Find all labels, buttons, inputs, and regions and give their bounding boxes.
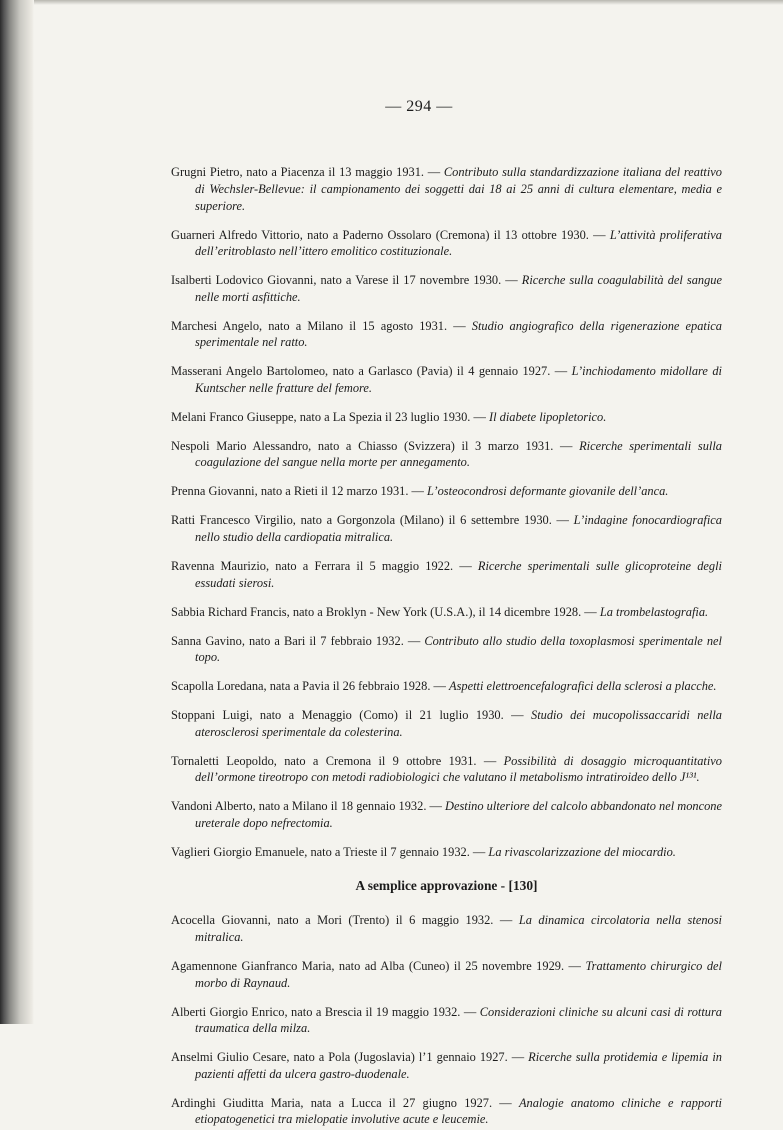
entry-title: Considerazioni cliniche su alcuni casi di rottura traumatica della milza. [195,1004,723,1036]
entry-author: Ratti Francesco Virgilio, nato a Gorgonzola (Milano) il 6 settembre 1930. — [171,513,569,528]
entry-title: La trombelastografia. [599,604,709,619]
entry-title: Studio dei mucopolissaccaridi nella aterosclerosi sperimentale da colesterina. [195,708,722,739]
entry-title: Ricerche sperimentali sulla coagulazione del sangue nella morte per annegamento. [195,438,722,470]
book-spine-shadow [0,0,34,1024]
entry-author: Ravenna Maurizio, nato a Ferrara il 5 maggio 1922. — [171,559,472,573]
thesis-entry [171,707,722,740]
page-number: — 294 — [385,98,453,115]
entry-author: Melani Franco Giuseppe, nato a La Spezia il 23 luglio 1930. — [171,409,486,424]
entry-title: Contributo allo studio della toxoplasmosi sperimentale nel topo. [195,633,722,665]
entry-title: Ricerche sperimentali sulle glicoproteine degli essudati sierosi. [195,559,722,590]
entry-author: Stoppani Luigi, nato a Menaggio (Como) il 21 luglio 1930. — [171,708,524,723]
entry-title: Analogie anatomo cliniche e rapporti etiopatogenetici tra mielopatie involutive acute e leucemie. [195,1095,722,1127]
section-heading: A semplice approvazione - [130] [355,878,538,894]
entry-title: Ricerche sulla protidemia e lipemia in pazienti affetti da ulcera gastro-duodenale. [195,1050,722,1081]
thesis-entry [171,1049,722,1082]
entry-author: Scapolla Loredana, nata a Pavia il 26 febbraio 1928. — [171,679,446,694]
entry-author: Tornaletti Leopoldo, nato a Cremona il 9 ottobre 1931. — [171,753,497,768]
thesis-entry [171,272,722,305]
entry-author: Prenna Giovanni, nato a Rieti il 12 marzo 1931. — [171,484,424,499]
thesis-entry [171,483,722,500]
thesis-entry [171,409,722,426]
thesis-entry [171,227,722,260]
entry-author: Guarneri Alfredo Vittorio, nato a Paderno Ossolaro (Cremona) il 13 ottobre 1930. — [171,227,606,242]
page-content [171,152,722,1130]
thesis-entry [171,678,722,695]
entry-author: Agamennone Gianfranco Maria, nato ad Alba (Cuneo) il 25 novembre 1929. — [171,959,581,974]
entry-author: Alberti Giorgio Enrico, nato a Brescia il 19 maggio 1932. — [171,1004,477,1019]
entry-title: Ricerche sulla coagulabilità del sangue nelle morti asfittiche. [195,273,722,304]
thesis-entry [171,558,722,591]
thesis-list-honours [171,164,722,860]
thesis-entry [171,958,722,991]
entry-title: L’inchiodamento midollare di Kuntscher nelle fratture del femore. [195,364,722,395]
thesis-entry [171,912,722,945]
entry-title: L’attività proliferativa dell’eritroblasto nell’ittero emolitico costituzionale. [195,227,722,259]
entry-author: Grugni Pietro, nato a Piacenza il 13 maggio 1931. — [171,165,441,180]
entry-title: Aspetti elettroencefalografici della sclerosi a placche. [449,679,717,694]
entry-title: La rivascolarizzazione del miocardio. [488,844,676,859]
thesis-entry [171,844,722,861]
entry-author: Isalberti Lodovico Giovanni, nato a Varese il 17 novembre 1930. — [171,273,518,288]
entry-author: Masserani Angelo Bartolomeo, nato a Garlasco (Pavia) il 4 gennaio 1927. — [171,364,568,379]
thesis-entry [171,798,722,831]
thesis-entry [171,438,722,471]
thesis-list-simple-approval [171,912,722,1128]
thesis-entry [171,512,722,545]
entry-author: Vaglieri Giorgio Emanuele, nato a Trieste il 7 gennaio 1932. — [171,844,486,859]
entry-author: Anselmi Giulio Cesare, nato a Pola (Jugoslavia) l’1 gennaio 1927. — [171,1050,525,1065]
entry-title: Il diabete lipopletorico. [488,409,607,424]
entry-author: Nespoli Mario Alessandro, nato a Chiasso (Svizzera) il 3 marzo 1931. — [171,438,573,453]
thesis-entry [171,164,722,214]
entry-author: Acocella Giovanni, nato a Mori (Trento) il 6 maggio 1932. — [171,913,513,928]
thesis-entry [171,753,722,786]
entry-title: L’osteocondrosi deformante giovanile dell’anca. [427,484,669,499]
thesis-entry [171,1004,722,1037]
thesis-entry [171,633,722,666]
entry-title: Trattamento chirurgico del morbo di Raynaud. [195,959,722,990]
entry-title: Studio angiografico della rigenerazione epatica sperimentale nel ratto. [195,318,722,350]
page-top-edge [34,0,783,5]
thesis-entry [171,1095,722,1128]
thesis-entry [171,363,722,396]
entry-title: Possibilità di dosaggio microquantitativo dell’ormone tireotropo con metodi radiobiologici che valutano il metabolismo intratiroideo dello J¹³¹. [195,753,722,785]
entry-author: Sabbia Richard Francis, nato a Broklyn - New York (U.S.A.), il 14 dicembre 1928. — [171,604,597,619]
entry-title: Contributo sulla standardizzazione italiana del reattivo di Wechsler-Bellevue: il campionamento dei soggetti dai 18 ai 25 anni di cultura elementare, media e superiore. [195,165,722,213]
entry-title: L’indagine fonocardiografica nello studio della cardiopatia mitralica. [195,513,722,545]
entry-author: Vandoni Alberto, nato a Milano il 18 gennaio 1932. — [171,799,442,814]
thesis-entry [171,604,722,621]
entry-author: Sanna Gavino, nato a Bari il 7 febbraio 1932. — [171,633,421,648]
entry-author: Ardinghi Giuditta Maria, nata a Lucca il 27 giugno 1927. — [171,1095,512,1110]
entry-author: Marchesi Angelo, nato a Milano il 15 agosto 1931. — [171,318,466,333]
thesis-entry [171,318,722,351]
entry-title: La dinamica circolatoria nella stenosi mitralica. [195,913,722,945]
entry-title: Destino ulteriore del calcolo abbandonato nel moncone ureterale dopo nefrectomia. [195,799,722,830]
